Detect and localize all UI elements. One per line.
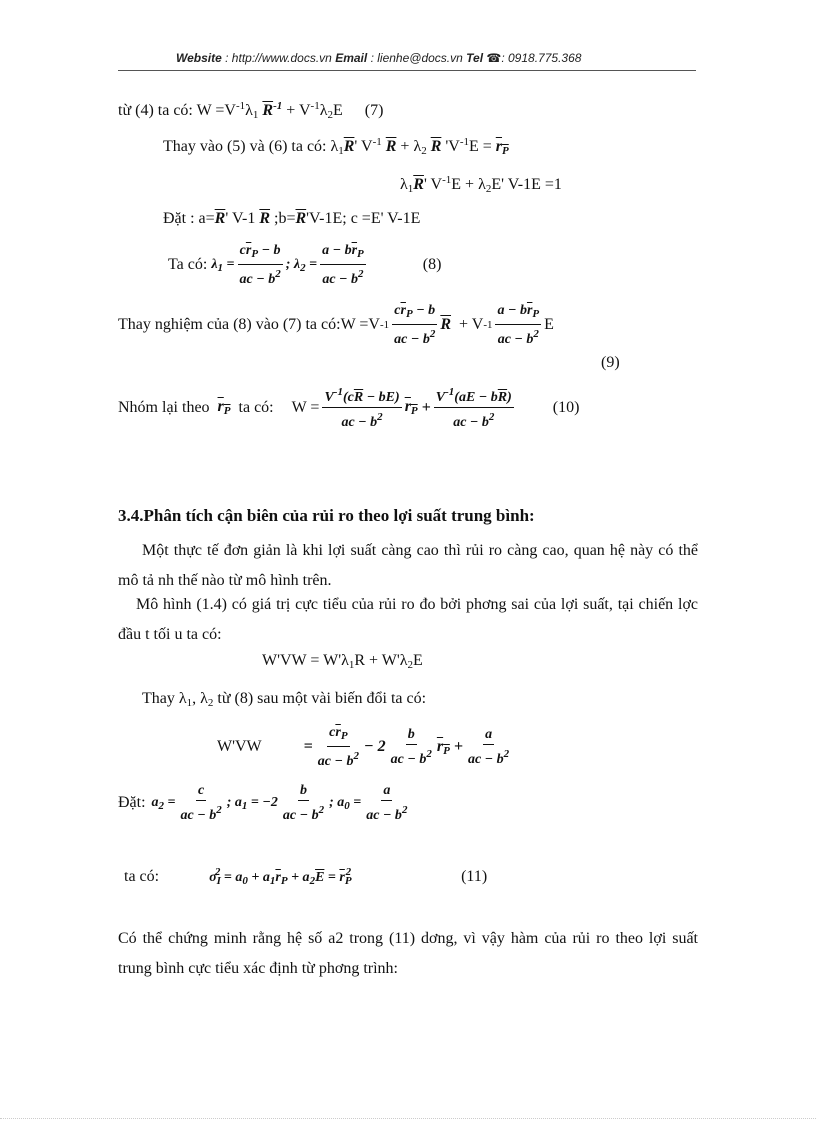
eq10-prefix: Nhóm lại theo bbox=[118, 398, 210, 416]
p4-prefix: Đặt: bbox=[118, 794, 146, 811]
def-mid3: 'V-1E; c =E' V-1E bbox=[306, 210, 421, 227]
eq9-prefix: Thay nghiệm của (8) vào (7) ta có:W =V bbox=[118, 316, 380, 333]
eq10-mid: ta có: bbox=[238, 398, 274, 416]
subst-text: Thay vào (5) và (6) ta có: bbox=[163, 138, 327, 155]
coefficient-definitions: Đặt: $a_2$ = $\frac{c}{ac - b^2}$ ; $a_1 = -2$ $\frac{b}{ac - b^2}$ ; $a_0$ = $\frac{a}{ac - b^2}$ bbox=[118, 783, 408, 823]
equation-8: Ta có: $\lambda_1$ = $\frac{c\overline{r}_P - b}{ac - b^2}$ ; $\lambda_2$ = $\frac{a - b\overline{r}_P}{ac - b^2}$ (8) bbox=[168, 243, 442, 287]
tel-label: Tel bbox=[466, 51, 484, 65]
equation-11: ta có: $\sigma_I^2 = a_0 + a_1\overline{r}_P + a_2\overline{E} = \overline{r}_P^2$ (11) bbox=[124, 866, 488, 887]
p3-prefix: Thay bbox=[142, 690, 175, 707]
equation-wvw: $W'VW = W'\lambda_1R + W'\lambda_2E$ bbox=[262, 652, 423, 671]
email-label: Email bbox=[335, 51, 368, 65]
paragraph-2: Mô hình (1.4) có giá trị cực tiểu của rủi ro đo bởi phơng sai của lợi suất, tại chiến lợc đầu t tối u ta có: bbox=[118, 596, 698, 643]
def-prefix: Đặt : a= bbox=[163, 210, 215, 227]
constraint-text: E' V-1E =1 bbox=[491, 176, 562, 193]
phone-icon: ☎ bbox=[486, 51, 502, 65]
paragraph-1: Một thực tế đơn giản là khi lợi suất càng cao thì rủi ro càng cao, quan hệ này có thể mô tả nh thế nào từ mô hình trên. bbox=[118, 542, 698, 589]
substitution-line: Thay vào (5) và (6) ta có: $\lambda_1\overline{R}'$ $V^{-1}$ $\overline{R} + \lambda_2$ $\overline{R}$ '$V^{-1}E = r_P$ bbox=[163, 136, 509, 157]
eq8-number: (8) bbox=[422, 256, 442, 273]
eq7-text: từ (4) ta có: W =V bbox=[118, 102, 236, 119]
eq7-mid: + V bbox=[282, 102, 311, 119]
def-mid1: ' V-1 bbox=[225, 210, 256, 227]
eq10-w: W = bbox=[291, 398, 320, 416]
page-header bbox=[176, 51, 581, 65]
p5-prefix: ta có: bbox=[124, 867, 160, 885]
eq8-prefix: Ta có: bbox=[168, 256, 208, 273]
substitution-lambda: Thay $\lambda_1$, $\lambda_2$ từ (8) sau một vài biến đổi ta có: bbox=[142, 690, 427, 709]
eq9-number: (9) bbox=[601, 354, 620, 371]
equation-wvw-expanded: W'VW = $\frac{c\overline{r}_P}{ac - b^2}$ − 2 $\frac{b}{ac - b^2}$ $r_P$ + $\frac{a}{ac - b^2}$ bbox=[217, 725, 510, 769]
p3-suffix: từ (8) sau một vài biến đổi ta có: bbox=[217, 690, 427, 707]
eq10-number: (10) bbox=[552, 398, 580, 416]
tel-value: : 0918.775.368 bbox=[501, 51, 582, 65]
email-value: : lienhe@docs.vn bbox=[370, 51, 463, 65]
eq7-number: (7) bbox=[364, 102, 384, 119]
wvw-left: W'VW bbox=[217, 738, 262, 755]
definitions-line: Đặt : $a=\overline{R}'$ V-1 $\overline{R}$ $;b=\overline{R}'V-1E$; c =E' V-1E bbox=[163, 210, 421, 227]
website-url: : http://www.docs.vn bbox=[225, 51, 332, 65]
constraint-line: $\lambda_1\overline{R}'$ $V^{-1}E + \lambda_2E'$ V-1E =1 bbox=[400, 174, 562, 195]
equation-10: Nhóm lại theo $r_P$ ta có: W = $\frac{V^{-1}(c\overline{R} - bE)}{ac - b^2}$ $r_P$ + $\frac{V^{-1}(aE - b\overline{R})}{ac - b^2}$ (10) bbox=[118, 386, 580, 430]
paragraph-6: Có thể chứng minh rằng hệ số a2 trong (11) dơng, vì vậy hàm của rủi ro theo lợi suất trung bình cực tiểu xác định từ phơng trình: bbox=[118, 930, 698, 977]
website-label: Website bbox=[176, 51, 222, 65]
header-rule bbox=[118, 70, 696, 71]
section-heading: 3.4.Phân tích cận biên của rủi ro theo lợi suất trung bình: bbox=[118, 506, 535, 525]
def-mid2: ;b= bbox=[270, 210, 296, 227]
eq11-number: (11) bbox=[461, 867, 488, 885]
equation-9: Thay nghiệm của (8) vào (7) ta có:W =V -1 $\frac{c\overline{r}_P - b}{ac - b^2}$ $\overline{R}$ + V -1 $\frac{a - b\overline{r}_P}{ac - b^2}$ E bbox=[118, 303, 554, 347]
equation-7: từ (4) ta có: $W =V^{-1}\lambda_1$ $\overline{R}^{-1} + V^{-1}\lambda_2E$ (7) bbox=[118, 100, 384, 121]
bottom-dotted-rule bbox=[0, 1118, 816, 1119]
